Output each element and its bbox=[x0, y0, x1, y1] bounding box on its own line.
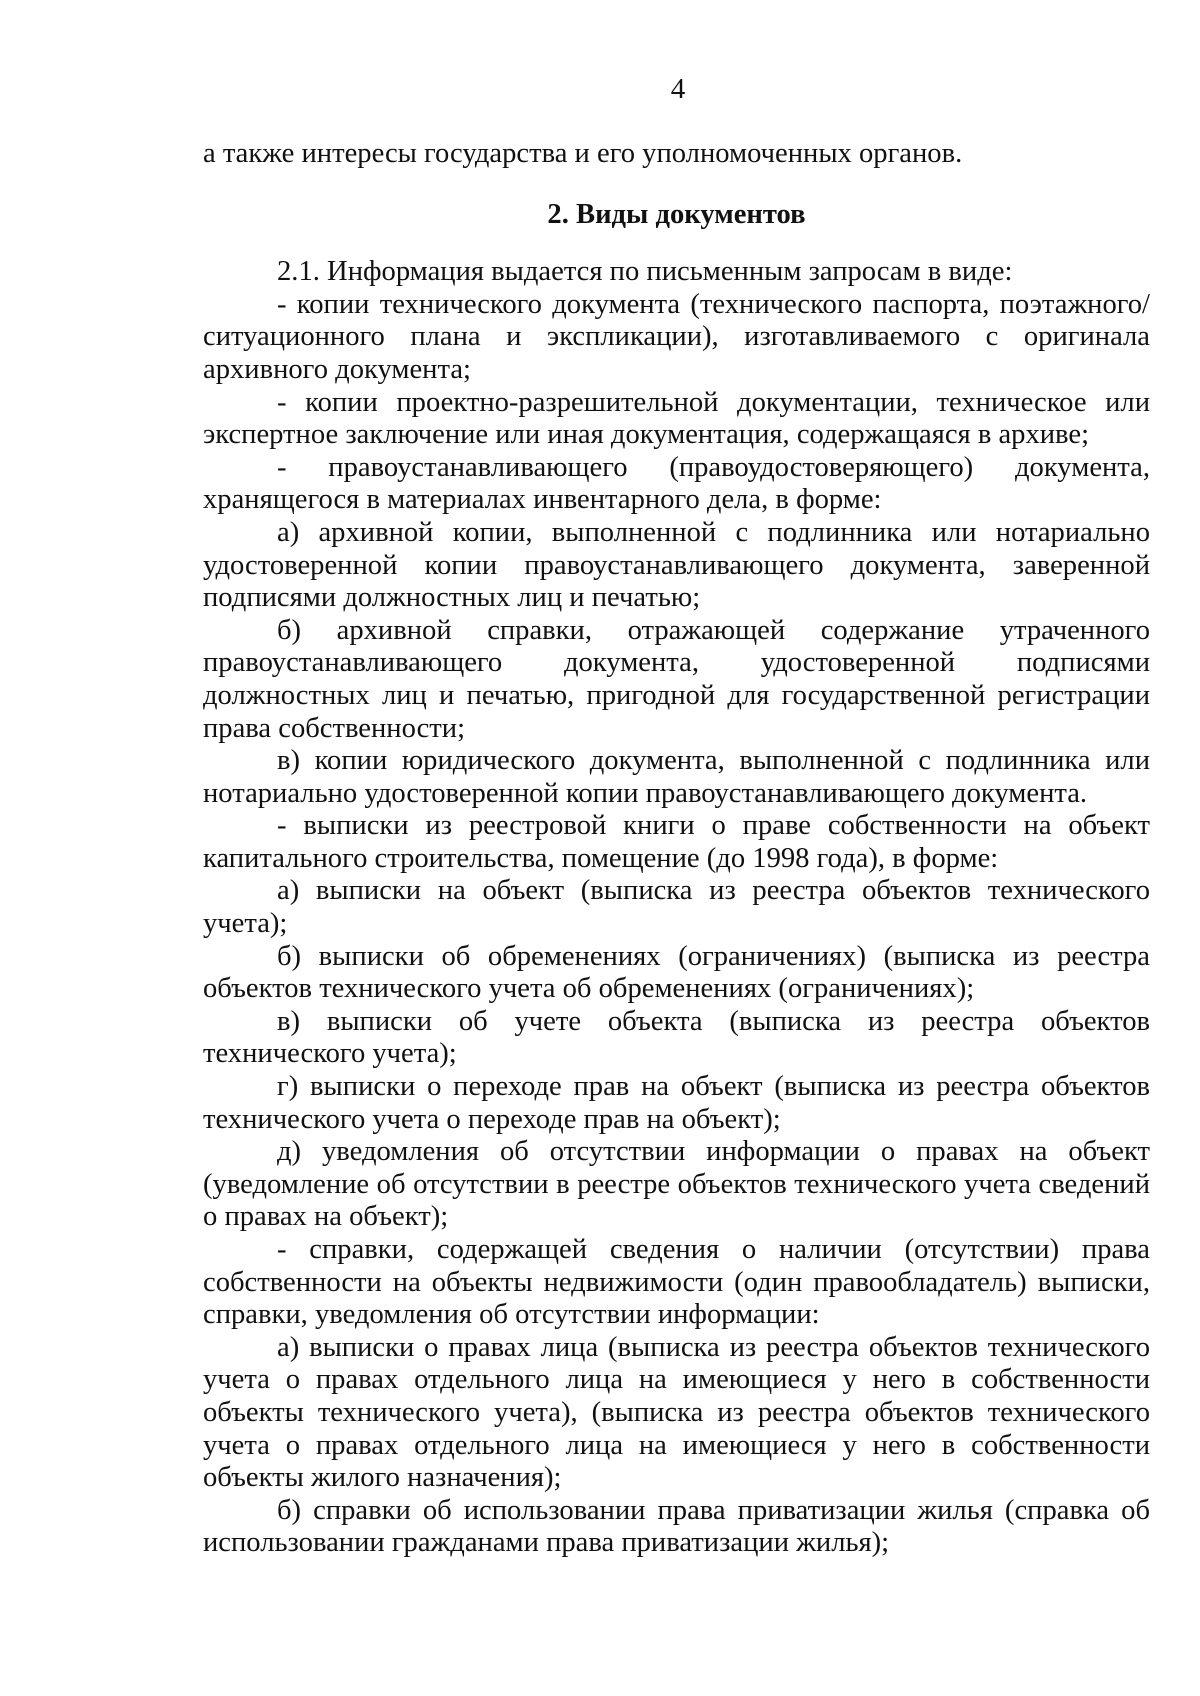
section-title: 2. Виды документов bbox=[547, 198, 806, 230]
sub-item: а) выписки на объект (выписка из реестра объектов технического учета); bbox=[203, 875, 1150, 940]
sub-item: б) выписки об обременениях (ограничениях) (выписка из реестра объектов технического учета об обременениях (ограничениях); bbox=[203, 940, 1150, 1005]
sub-item: в) копии юридического документа, выполненной с подлинника или нотариально удостоверенной копии правоустанавливающего документа. bbox=[203, 745, 1150, 809]
sub-item: г) выписки о переходе прав на объект (выписка из реестра объектов технического учета о переходе прав на объект); bbox=[203, 1071, 1150, 1135]
sub-item: д) уведомления об отсутствии информации о правах на объект (уведомление об отсутствии в реестре объектов технического учета сведений о правах на объект); bbox=[203, 1136, 1150, 1233]
list-item: - выписки из реестровой книги о праве собственности на объект капитального строительства, помещение (до 1998 года), в форме: bbox=[203, 810, 1150, 874]
clause-intro: 2.1. Информация выдается по письменным запросам в виде: bbox=[277, 256, 1013, 288]
continuation-text: а также интересы государства и его уполномоченных органов. bbox=[203, 138, 963, 169]
section-heading-wrap bbox=[203, 199, 1150, 232]
sub-item: а) архивной копии, выполненной с подлинника или нотариально удостоверенной копии правоустанавливающего документа, заверенной подписями должностных лиц и печатью; bbox=[203, 516, 1150, 614]
page-number: 4 bbox=[670, 73, 686, 105]
sub-item: а) выписки о правах лица (выписка из реестра объектов технического учета о правах отдельного лица на имеющиеся у него в собственности объекты технического учета), (выписка из реестра объектов технического учета о правах отдельного лица на имеющиеся у него в собственности объекты жилого назначения); bbox=[203, 1331, 1150, 1494]
sub-item: в) выписки об учете объекта (выписка из реестра объектов технического учета); bbox=[203, 1005, 1150, 1070]
list-item: - справки, содержащей сведения о наличии (отсутствии) права собственности на объекты недвижимости (один правообладатель) выписки, справки, уведомления об отсутствии информации: bbox=[203, 1234, 1150, 1331]
list-item: - копии технического документа (технического паспорта, поэтажного/ситуационного плана и экспликации), изготавливаемого с оригинала архивного документа; bbox=[203, 288, 1150, 385]
sub-item: б) архивной справки, отражающей содержание утраченного правоустанавливающего документа, удостоверенной подписями должностных лиц и печатью, пригодной для государственной регистрации права собственности; bbox=[203, 614, 1150, 744]
list-item: - копии проектно-разрешительной документации, техническое или экспертное заключение или иная документация, содержащаяся в архиве; bbox=[203, 386, 1150, 451]
sub-item: б) справки об использовании права приватизации жилья (справка об использовании гражданами права приватизации жилья); bbox=[203, 1494, 1150, 1559]
list-item: - правоустанавливающего (правоудостоверяющего) документа, хранящегося в материалах инвентарного дела, в форме: bbox=[203, 451, 1150, 516]
document-body bbox=[203, 138, 1150, 1560]
